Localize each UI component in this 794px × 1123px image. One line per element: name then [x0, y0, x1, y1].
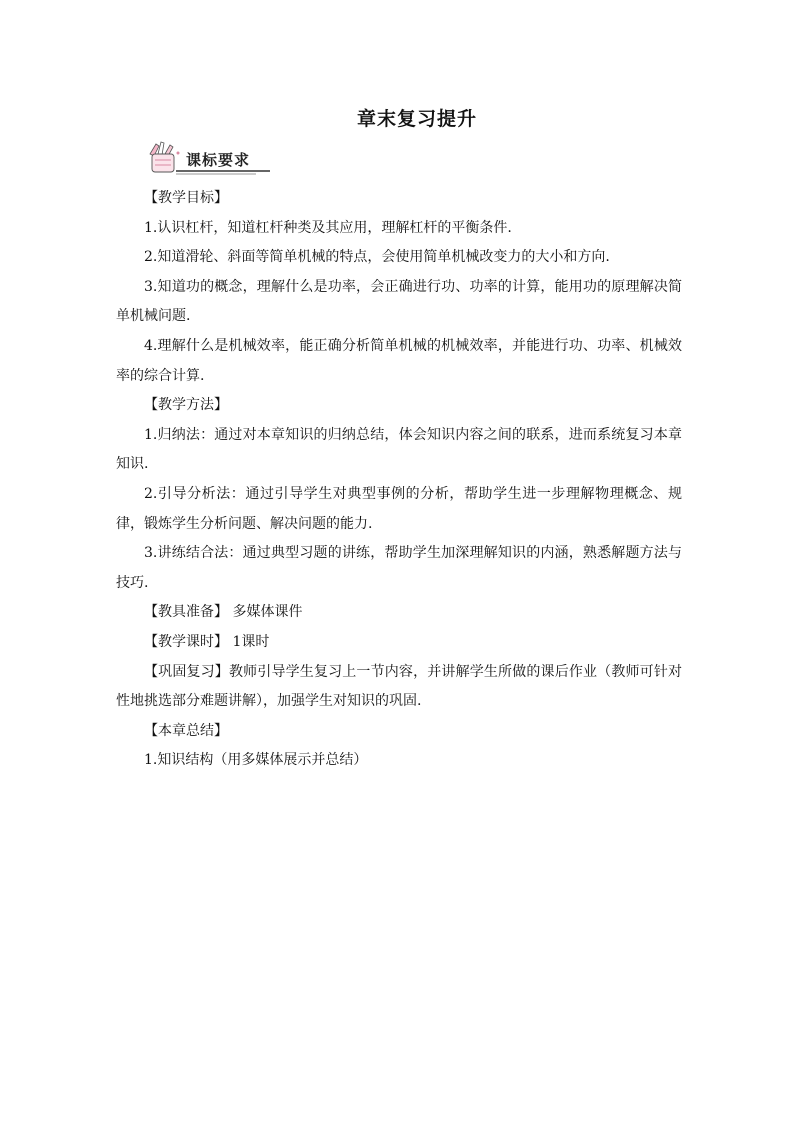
objective-item-3: 3.知道功的概念，理解什么是功率，会正确进行功、功率的计算，能用功的原理解决简单机械问题. — [116, 278, 682, 325]
objective-item-4: 4.理解什么是机械效率，能正确分析简单机械的机械效率，并能进行功、功率、机械效率的综合计算. — [116, 337, 682, 384]
section-banner — [146, 140, 276, 176]
section-class-hours: 【教学课时】 1课时 — [144, 633, 270, 650]
method-item-2: 2.引导分析法：通过引导学生对典型事例的分析，帮助学生进一步理解物理概念、规律，锻炼学生分析问题、解决问题的能力. — [116, 485, 682, 532]
method-item-1: 1.归纳法：通过对本章知识的归纳总结，体会知识内容之间的联系，进而系统复习本章知识. — [116, 426, 682, 473]
section-teaching-aids: 【教具准备】 多媒体课件 — [144, 604, 303, 621]
banner-label: 课标要求 — [186, 151, 251, 169]
objective-item-2: 2.知道滑轮、斜面等简单机械的特点，会使用简单机械改变力的大小和方向. — [144, 249, 610, 266]
page-title: 章末复习提升 — [356, 108, 477, 130]
section-review: 【巩固复习】教师引导学生复习上一节内容，并讲解学生所做的课后作业（教师可针对性地挑选部分难题讲解），加强学生对知识的巩固. — [116, 663, 682, 710]
objective-item-1: 1.认识杠杆，知道杠杆种类及其应用，理解杠杆的平衡条件. — [144, 219, 512, 236]
document-body — [116, 184, 682, 776]
section-heading-summary: 【本章总结】 — [144, 722, 228, 739]
method-item-3: 3.讲练结合法：通过典型习题的讲练，帮助学生加深理解知识的内涵，熟悉解题方法与技巧. — [116, 545, 682, 591]
summary-item-1: 1.知识结构（用多媒体展示并总结） — [144, 752, 368, 769]
section-heading-objectives: 【教学目标】 — [144, 190, 228, 206]
section-heading-methods: 【教学方法】 — [144, 397, 228, 414]
